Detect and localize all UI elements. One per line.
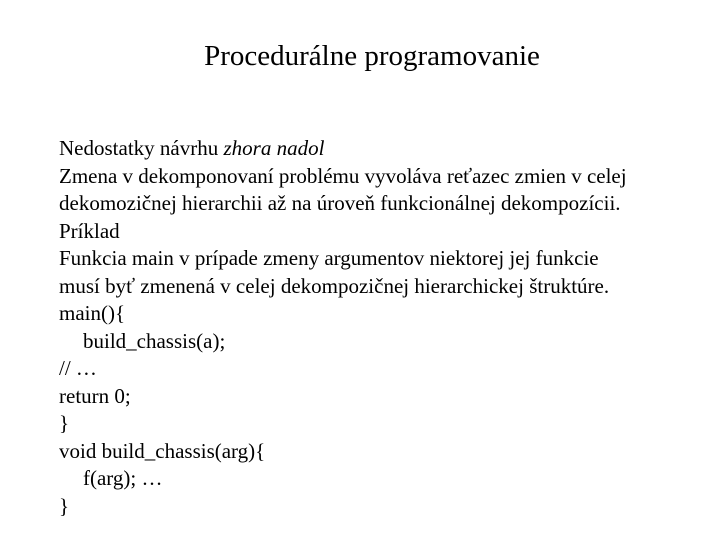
- code-line-build-chassis-def: void build_chassis(arg){: [59, 438, 266, 463]
- code-line-main: main(){: [59, 301, 126, 325]
- code-line-return: return 0;: [59, 383, 131, 408]
- code-line-build-chassis-call: build_chassis(a);: [83, 328, 226, 353]
- code-line-close-brace: }: [59, 411, 70, 435]
- text-line-shortcomings: [59, 135, 720, 163]
- code-line-comment: // …: [59, 356, 97, 380]
- text-line-change: Zmena v dekomponovaní problému vyvoláva reťazec zmien v celej: [59, 163, 627, 188]
- slide-body: [59, 135, 720, 520]
- shortcomings-label: Nedostatky návrhu: [59, 136, 224, 160]
- text-line-example: Príklad: [59, 218, 120, 243]
- code-line-final-brace: }: [59, 493, 70, 518]
- text-line-hierarchy: dekomozičnej hierarchii až na úroveň funkcionálnej dekompozícii.: [59, 191, 621, 215]
- top-down-emphasis: zhora nadol: [223, 136, 325, 160]
- text-line-must-change: musí byť zmenená v celej dekompozičnej hierarchickej štruktúre.: [59, 273, 610, 298]
- code-line-f-call: f(arg); …: [83, 466, 163, 490]
- text-line-main-function: Funkcia main v prípade zmeny argumentov niektorej jej funkcie: [59, 246, 599, 270]
- slide-title: Procedurálne programovanie: [204, 40, 540, 72]
